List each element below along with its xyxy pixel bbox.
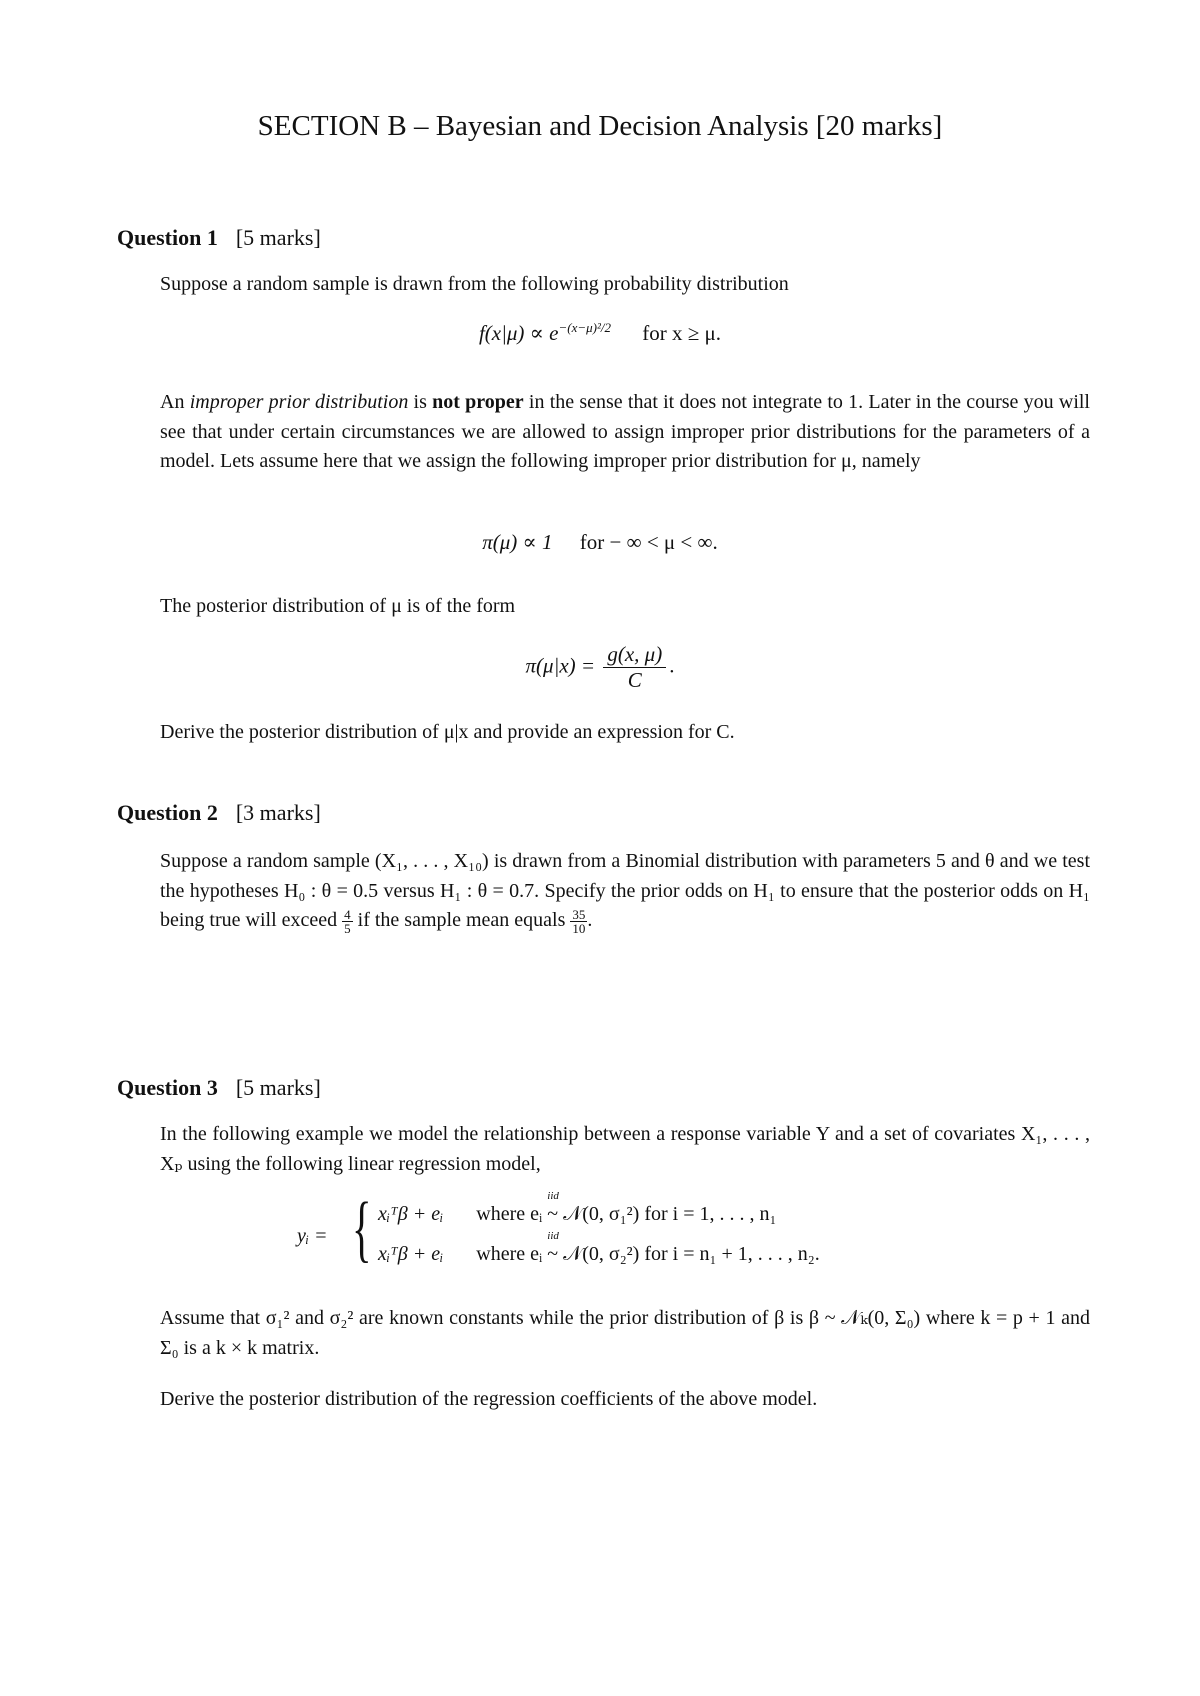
question-2-marks: [3 marks] (235, 800, 321, 825)
question-3-heading (117, 1075, 321, 1101)
q3-assumptions: Assume that σ₁² and σ₂² are known constants while the prior distribution of β is β ~ 𝒩ₖ(0, Σ₀) where k = p + 1 and Σ₀ is a k × k matrix. (160, 1307, 1090, 1359)
q1-para2-part-c: in the sense that it does not integrate to 1. Later in the course you will see that under certain circumstances we are allowed to assign improper prior distributions for the parameters of a model. Lets assume here that we assign the following improper prior distribution for μ, namely (160, 391, 1090, 472)
q1-eq3-fraction (603, 642, 666, 693)
q1-eq1-condition: for x ≥ μ. (642, 321, 722, 345)
q1-equation-likelihood (0, 320, 1200, 346)
q1-eq1-exponent: −(x−μ)²/2 (558, 320, 611, 335)
q3-case-row-1 (378, 1190, 777, 1226)
q2-text-a: Suppose a random sample (X₁, . . . , X₁₀) is drawn from a Binomial distribution with parameters 5 and θ and we test the hypotheses H₀ : θ = 0.5 versus H₁ : θ = 0.7. Specify the prior odds on H₁ to ensure that the posterior odds on H₁ being true will exceed (160, 850, 1090, 931)
q3-row2-iid: iid (547, 1230, 559, 1242)
q1-eq1-lhs: f(x|μ) ∝ e (478, 321, 559, 345)
q1-task: Derive the posterior distribution of μ|x and provide an expression for C. (160, 721, 735, 743)
q3-intro: In the following example we model the relationship between a response variable Y and a set of covariates X₁, . . . , Xₚ using the following linear regression model, (160, 1123, 1090, 1175)
q2-fraction-4-5 (342, 908, 353, 935)
q1-eq3-denominator: C (627, 668, 642, 692)
q2-text (160, 847, 1090, 936)
q2-fraction-35-10 (570, 908, 587, 935)
q2-text-b: if the sample mean equals (352, 909, 571, 931)
q3-left-brace: { (352, 1188, 372, 1270)
q1-para2-italic: improper prior distribution (189, 391, 409, 413)
q2-frac1-den: 5 (344, 920, 351, 936)
q1-para2-bold: not proper (432, 391, 524, 413)
q1-intro: Suppose a random sample is drawn from the following probability distribution (160, 273, 789, 295)
q3-row2-where: where eᵢ (476, 1243, 543, 1265)
q3-case-row-2 (378, 1230, 820, 1266)
q3-row1-where: where eᵢ (476, 1203, 543, 1225)
q3-row1-tilde: ~ (547, 1203, 559, 1225)
q2-frac1-num: 4 (344, 906, 351, 922)
q1-para2-part-b: is (408, 391, 433, 413)
question-1-heading (117, 225, 321, 251)
question-2-heading (117, 800, 321, 826)
question-3-label: Question 3 (117, 1075, 218, 1100)
q1-para2-part-a: An (160, 391, 190, 413)
q3-row1-dist: 𝒩(0, σ₁²) for i = 1, . . . , n₁ (563, 1203, 777, 1225)
q1-eq2: π(μ) ∝ 1 (482, 530, 553, 554)
q3-lhs: yᵢ = (297, 1225, 328, 1247)
q3-task: Derive the posterior distribution of the regression coefficients of the above model. (160, 1388, 818, 1410)
q3-row2-dist: 𝒩(0, σ₂²) for i = n₁ + 1, . . . , n₂. (563, 1243, 820, 1265)
q3-row1-iid-tilde (547, 1190, 559, 1226)
question-2-label: Question 2 (117, 800, 218, 825)
q1-eq3-lhs: π(μ|x) = (525, 653, 596, 678)
q1-eq2-condition: for − ∞ < μ < ∞. (579, 530, 718, 554)
question-1-marks: [5 marks] (235, 225, 321, 250)
q3-row2-expr: xᵢᵀβ + eᵢ (378, 1243, 444, 1265)
q2-text-c: . (587, 909, 593, 931)
q3-row2-iid-tilde (547, 1230, 559, 1266)
section-title: SECTION B – Bayesian and Decision Analysis [20 marks] (257, 110, 943, 142)
q1-improper-prior-paragraph (160, 388, 1090, 477)
q1-eq3-numerator: g(x, μ) (603, 642, 666, 668)
q3-row1-iid: iid (547, 1190, 559, 1202)
q1-equation-posterior: π(μ|x) = $\frac{g(x, \mu)}{C}$ . (525, 642, 675, 692)
q1-equation-prior (0, 530, 1200, 555)
q3-row2-tilde: ~ (547, 1243, 559, 1265)
question-1-label: Question 1 (117, 225, 218, 250)
q2-frac2-num: 35 (572, 906, 586, 922)
question-3-marks: [5 marks] (235, 1075, 321, 1100)
q3-regression-model (280, 1188, 980, 1285)
q2-frac2-den: 10 (572, 920, 586, 936)
q3-row1-expr: xᵢᵀβ + eᵢ (378, 1203, 444, 1225)
q1-posterior-form-text: The posterior distribution of μ is of the form (160, 595, 516, 617)
